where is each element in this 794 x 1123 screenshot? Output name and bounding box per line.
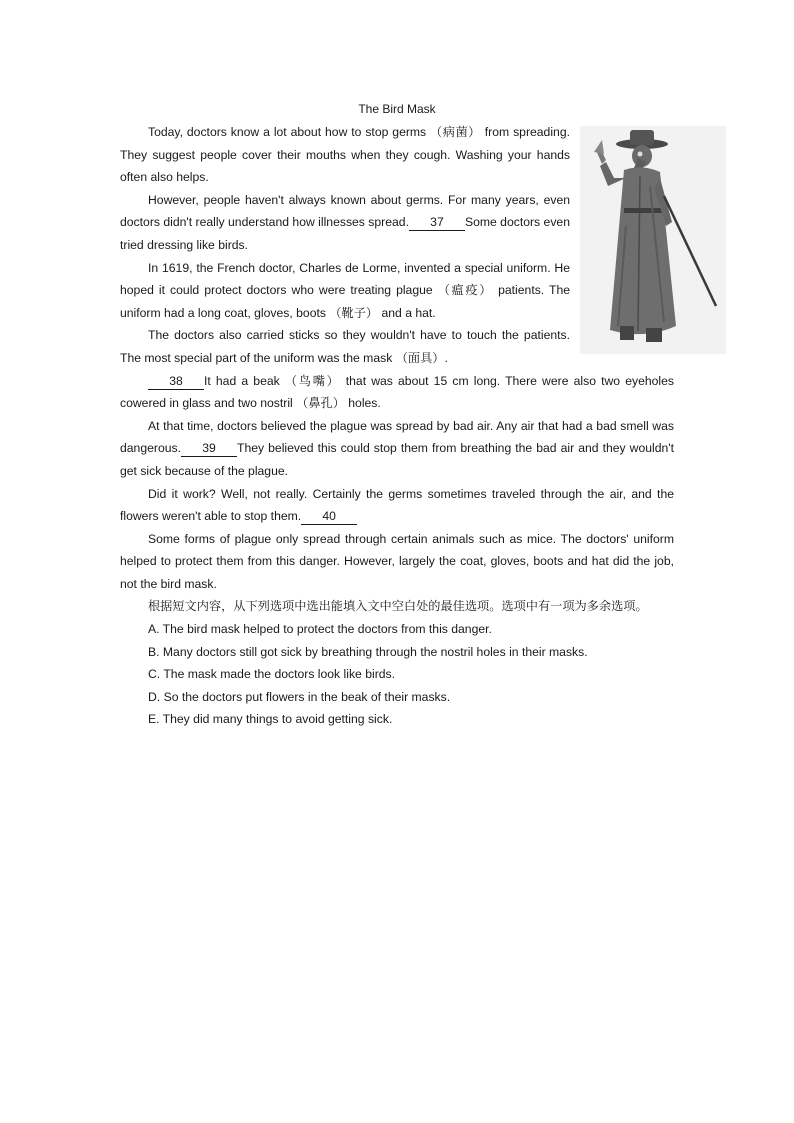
option-c[interactable]: C. The mask made the doctors look like birds. xyxy=(148,667,396,682)
paragraph-3: In 1619, the French doctor, Charles de Lorme, invented a special uniform. He hoped it could protect doctors who were treating plague （瘟疫） patients. The uniform had a long coat, gloves, boots （靴子） and a hat. xyxy=(120,260,570,320)
option-e[interactable]: E. They did many things to avoid getting sick. xyxy=(148,712,393,727)
blank-39[interactable]: 39 xyxy=(181,440,237,457)
blank-40[interactable]: 40 xyxy=(301,508,357,525)
paragraph-8: Some forms of plague only spread through certain animals such as mice. The doctors' uniform helped to protect them from this danger. However, largely the coat, gloves, boots and hat did the job, not the bird mask. xyxy=(120,531,674,591)
paragraph-6-text: At that time, doctors believed the plague was spread by bad air. Any air that had a bad smell was dangerous. xyxy=(120,418,674,456)
paragraph-5 xyxy=(120,370,674,415)
paragraph-7 xyxy=(120,483,674,528)
paragraph-2 xyxy=(120,189,570,257)
option-b[interactable]: B. Many doctors still got sick by breathing through the nostril holes in their masks. xyxy=(148,644,588,659)
page-title: The Bird Mask xyxy=(358,102,436,116)
option-a[interactable]: A. The bird mask helped to protect the doctors from this danger. xyxy=(148,622,492,637)
option-d[interactable]: D. So the doctors put flowers in the beak of their masks. xyxy=(148,689,451,704)
instruction: 根据短文内容，从下列选项中选出能填入文中空白处的最佳选项。选项中有一项为多余选项。 xyxy=(148,599,648,614)
paragraph-1: Today, doctors know a lot about how to stop germs （病菌） from spreading. They suggest people cover their mouths when they cough. Washing your hands often also helps. xyxy=(120,125,570,185)
article-body xyxy=(120,121,674,731)
paragraph-7-text: Did it work? Well, not really. Certainly the germs sometimes traveled through the air, and the flowers weren't able to stop them. xyxy=(120,486,674,524)
paragraph-2-text-after: Some doctors even tried dressing like birds. xyxy=(120,215,570,252)
paragraph-6-text-after: They believed this could stop them from breathing the bad air and they wouldn't get sick because of the plague. xyxy=(120,441,674,478)
paragraph-5-text: It had a beak （鸟嘴） that was about 15 cm long. There were also two eyeholes cowered in glass and two nostril （鼻孔） holes. xyxy=(120,373,674,411)
paragraph-2-text: However, people haven't always known about germs. For many years, even doctors didn't really understand how illnesses spread. xyxy=(120,192,570,230)
paragraph-4: The doctors also carried sticks so they wouldn't have to touch the patients. The most special part of the uniform was the mask （面具）. xyxy=(120,328,570,365)
paragraph-6 xyxy=(120,415,674,483)
blank-38[interactable]: 38 xyxy=(148,373,204,390)
blank-37[interactable]: 37 xyxy=(409,214,465,231)
